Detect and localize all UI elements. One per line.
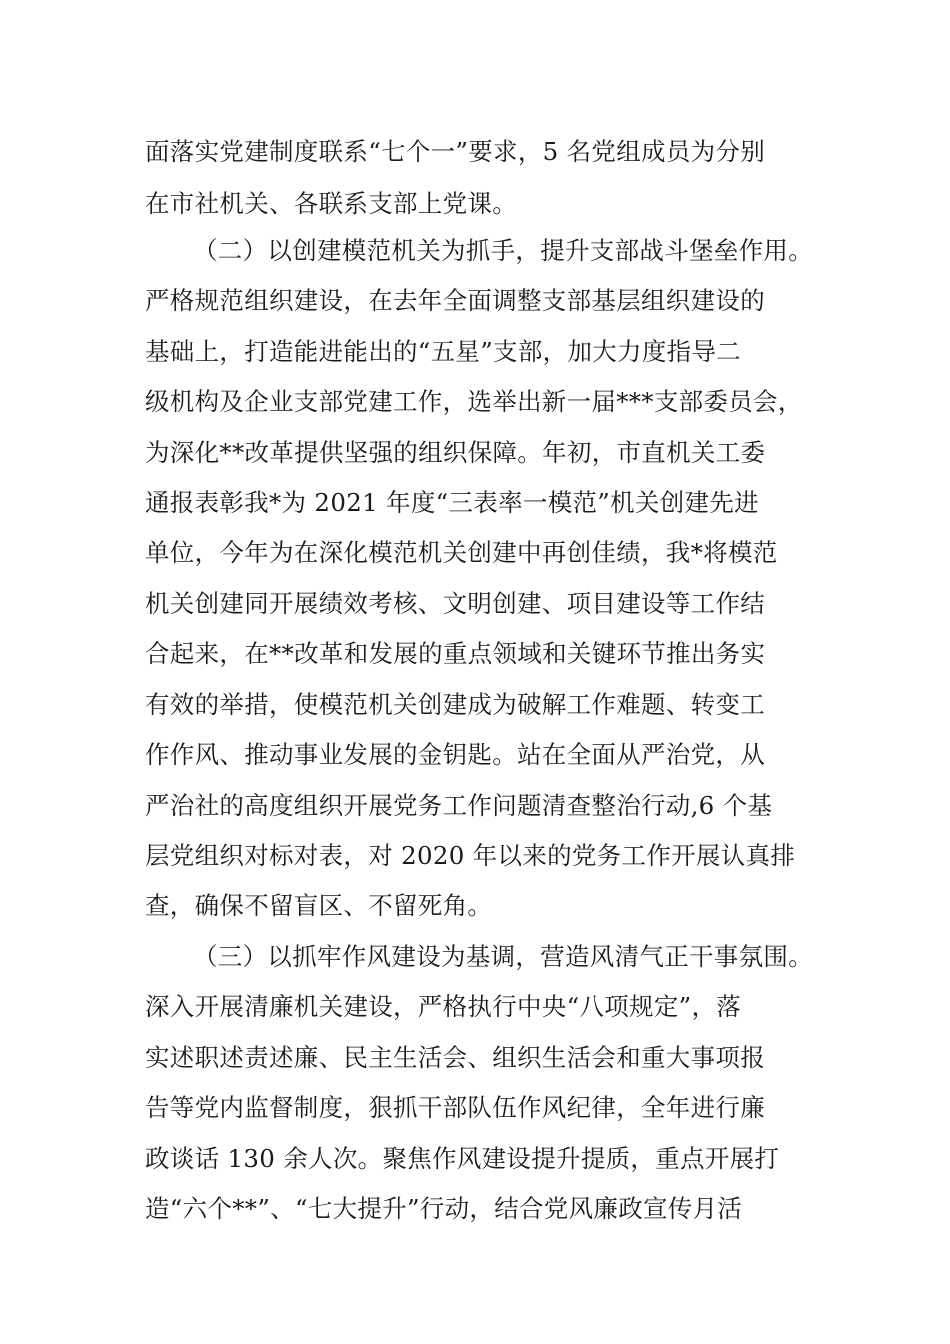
section-heading: （三）以抓牢作风建设为基调，营造风清气正干事氛围。 bbox=[193, 942, 813, 971]
text-line: 机关创建同开展绩效考核、文明创建、项目建设等工作结 bbox=[145, 589, 765, 618]
text-line: 通报表彰我*为 2021 年度“三表率一模范”机关创建先进 bbox=[145, 488, 759, 517]
text-line: 查，确保不留盲区、不留死角。 bbox=[145, 891, 493, 920]
text-line: 在市社机关、各联系支部上党课。 bbox=[145, 189, 517, 218]
text-line: 单位，今年为在深化模范机关创建中再创佳绩，我*将模范 bbox=[145, 538, 778, 567]
text-line: 为深化**改革提供坚强的组织保障。年初，市直机关工委 bbox=[145, 438, 766, 467]
text-line: 有效的举措，使模范机关创建成为破解工作难题、转变工 bbox=[145, 690, 765, 719]
text-line: 作作风、推动事业发展的金钥匙。站在全面从严治党，从 bbox=[145, 740, 765, 769]
text-line: 严格规范组织建设，在去年全面调整支部基层组织建设的 bbox=[145, 286, 765, 315]
text-line: 实述职述责述廉、民主生活会、组织生活会和重大事项报 bbox=[145, 1043, 765, 1072]
text-line: 合起来，在**改革和发展的重点领域和关键环节推出务实 bbox=[145, 639, 766, 668]
text-line: 层党组织对标对表，对 2020 年以来的党务工作开展认真排 bbox=[145, 841, 796, 870]
text-line: 政谈话 130 余人次。聚焦作风建设提升提质，重点开展打 bbox=[145, 1144, 780, 1173]
text-line: 严治社的高度组织开展党务工作问题清查整治行动,6 个基 bbox=[145, 791, 773, 820]
text-line: 面落实党建制度联系“七个一”要求，5 名党组成员为分别 bbox=[145, 137, 766, 166]
section-heading: （二）以创建模范机关为抓手，提升支部战斗堡垒作用。 bbox=[193, 236, 813, 265]
text-line: 级机构及企业支部党建工作，选举出新一届***支部委员会， bbox=[145, 387, 803, 416]
text-line: 深入开展清廉机关建设，严格执行中央“八项规定”，落 bbox=[145, 992, 742, 1021]
text-line: 基础上，打造能进能出的“五星”支部，加大力度指导二 bbox=[145, 337, 742, 366]
text-line: 告等党内监督制度，狠抓干部队伍作风纪律，全年进行廉 bbox=[145, 1093, 765, 1122]
text-line: 造“六个**”、“七大提升”行动，结合党风廉政宣传月活 bbox=[145, 1194, 743, 1223]
